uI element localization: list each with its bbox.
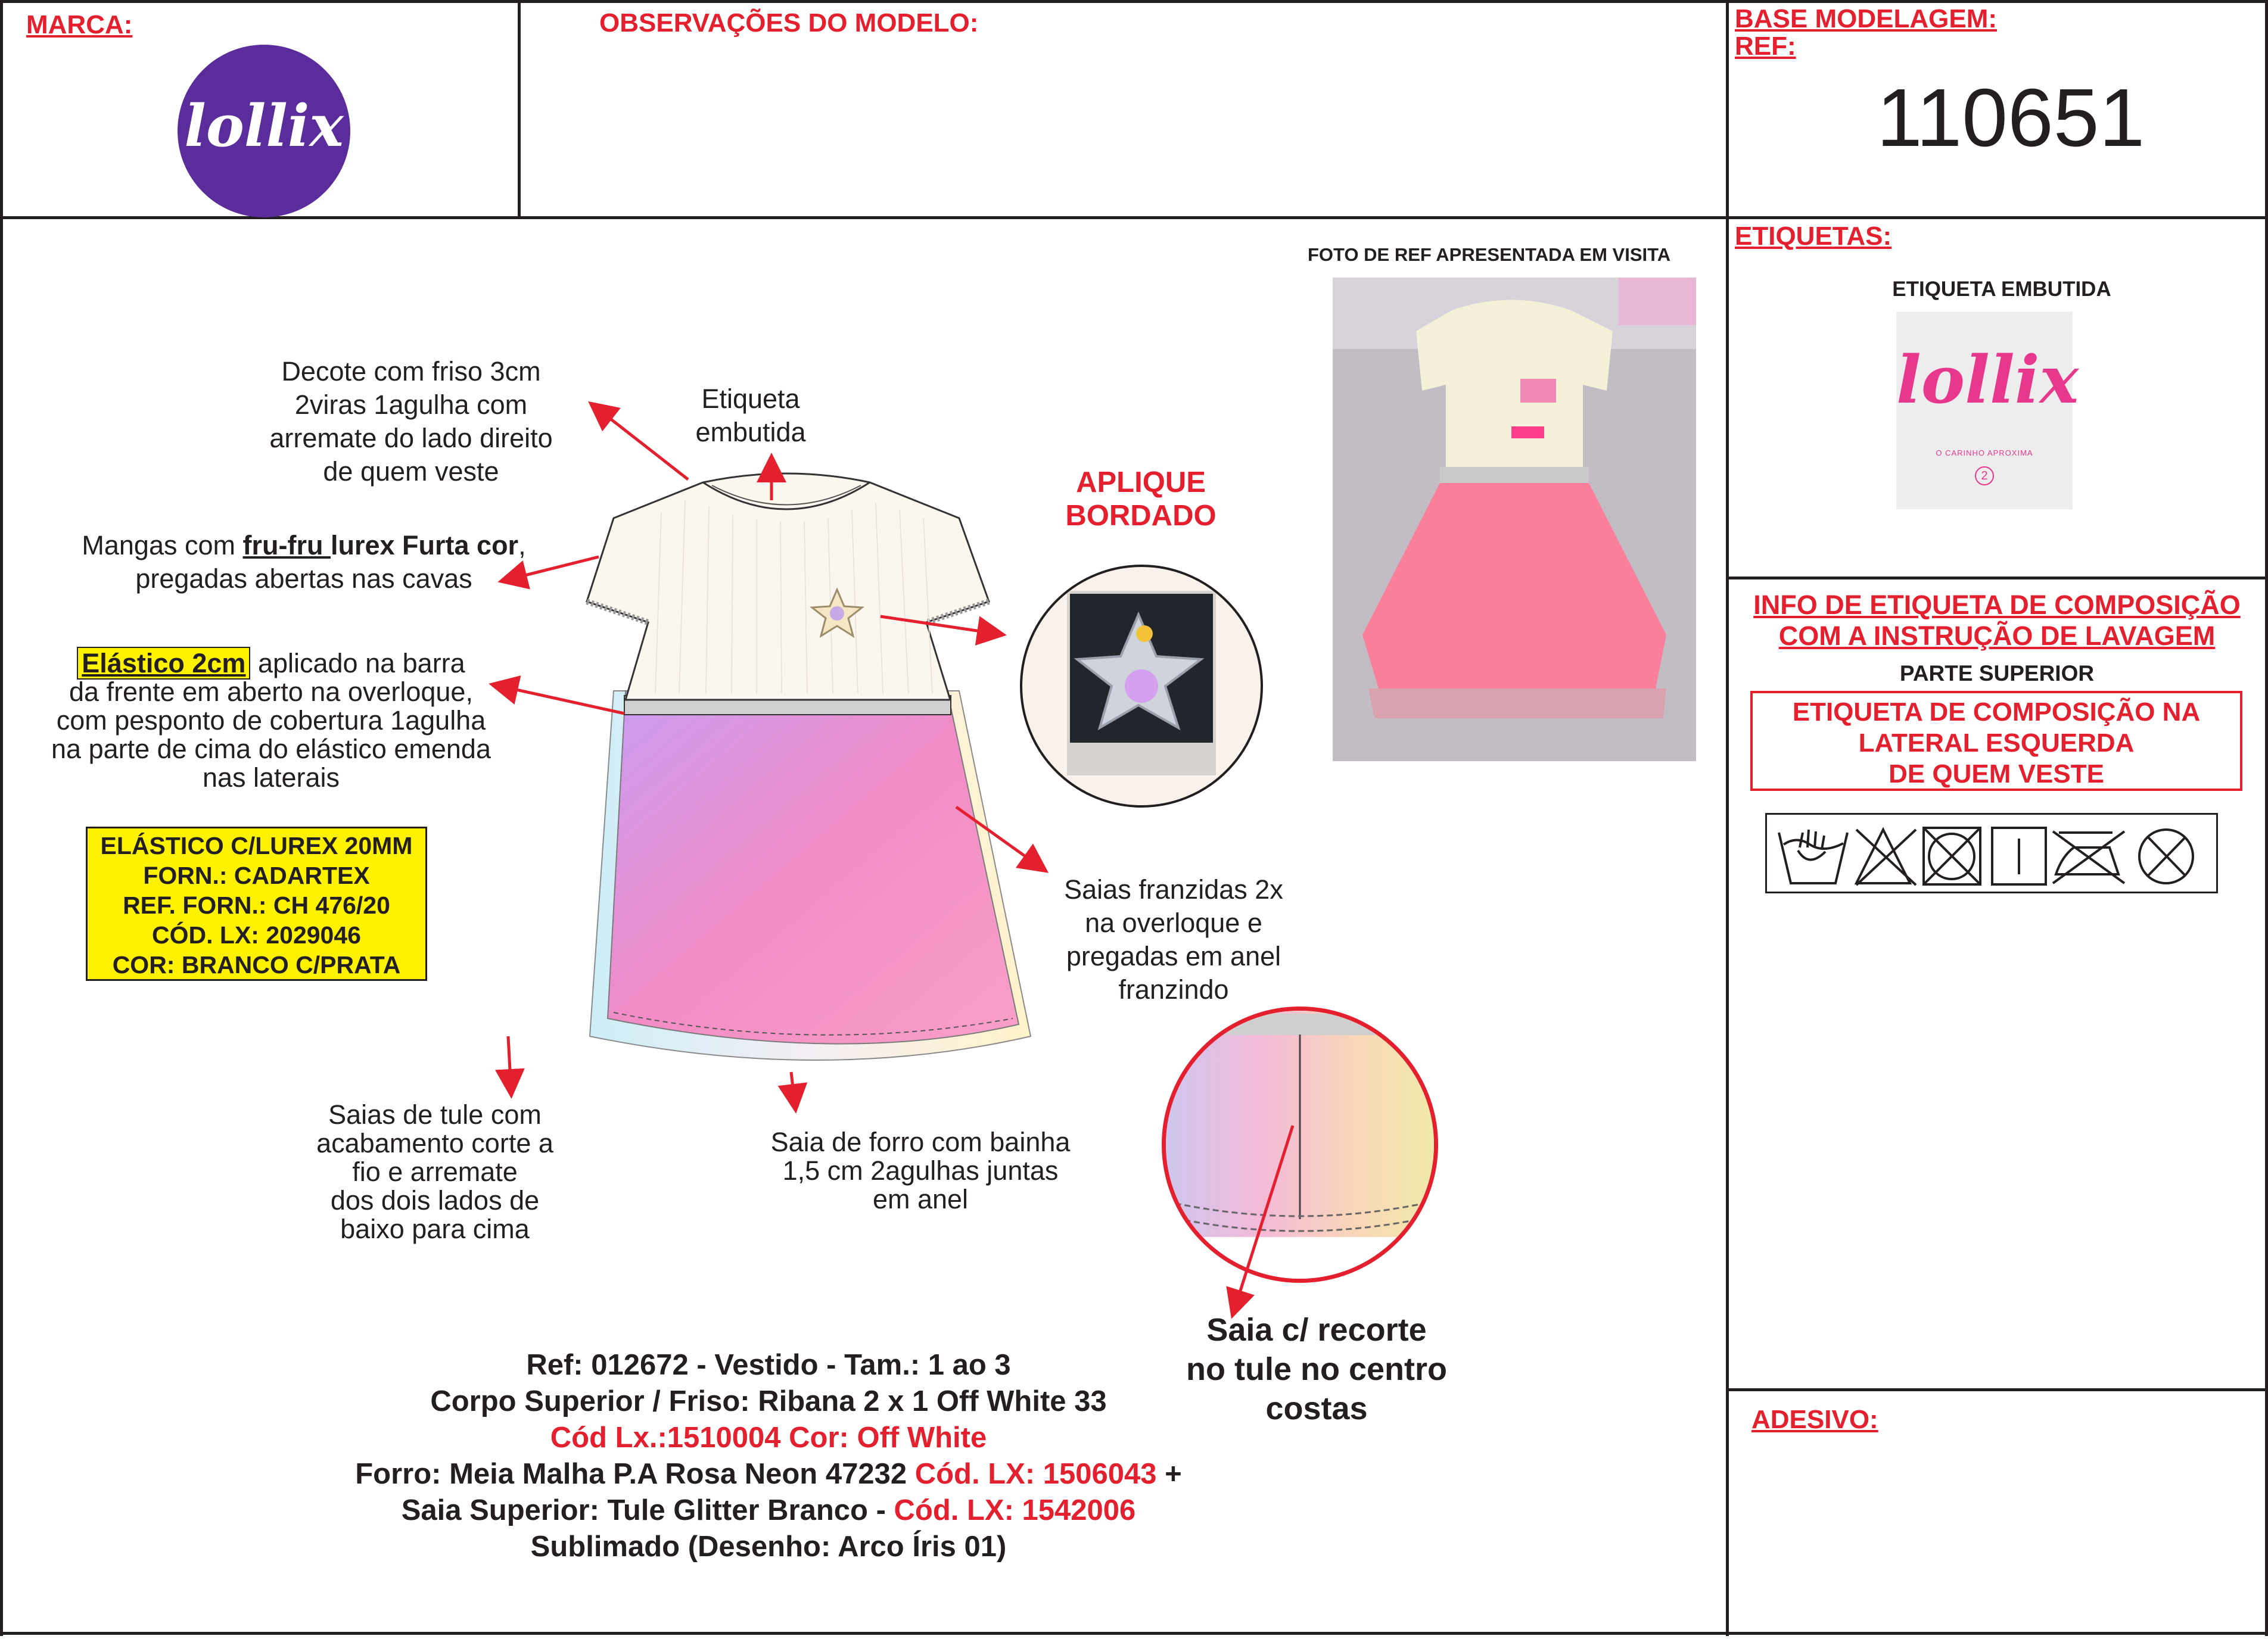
brand-label: MARCA: [26,10,133,39]
dress-drawing [506,465,1102,1120]
header-divider [0,216,2268,219]
hand-wash-icon [1779,830,1847,883]
model-notes-label: OBSERVAÇÕES DO MODELO: [599,8,979,38]
reference-photo [1333,278,1696,761]
label-tag [1896,311,2079,509]
elastic-callout: Elástico 2cm aplicado na barra da frente em aberto na overloque, com pesponto de cobertura 1agulha na parte de cima do elástico emenda nas laterais [51,648,491,793]
labels-divider [1726,577,2268,579]
brand-logo-text: lollix [184,92,344,160]
lining-skirt-callout: Saia de forro com bainha 1,5 cm 2agulhas juntas em anel [770,1127,1071,1214]
tulle-skirts-callout: Saias de tule com acabamento corte a fio e arremate dos dois lados de baixo para cima [316,1099,553,1244]
sticker-divider [1726,1388,2268,1391]
brand-logo [178,45,350,217]
tulle-cut-callout: Saia c/ recorte no tule no centro costas [1186,1312,1447,1426]
no-tumble-dry-icon [1924,828,1980,884]
spec-line-code: Cód Lx.:1510004 Cor: Off White [550,1422,987,1454]
base-modelagem-label: BASE MODELAGEM: [1735,4,1997,33]
no-dry-clean-icon [2139,830,2193,883]
tag-size: 2 [1975,466,1994,485]
elastic-spec-box: ELÁSTICO C/LUREX 20MM FORN.: CADARTEX REF. FORN.: CH 476/20 CÓD. LX: 2029046 COR: BRANCO C/PRATA [86,827,427,981]
applique-title: APLIQUE BORDADO [1065,466,1217,532]
composition-part: PARTE SUPERIOR [1899,661,2095,685]
frame-left [0,0,3,1636]
frame-bottom [0,1632,2268,1635]
line-dry-icon [1992,828,2046,884]
spec-line-lining: Forro: Meia Malha P.A Rosa Neon 47232 Cód. LX: 1506043 + [355,1458,1182,1490]
label-callout: Etiqueta embutida [695,384,806,447]
spec-block [238,1347,1299,1565]
applique-detail [1020,565,1263,808]
spec-line-body: Corpo Superior / Friso: Ribana 2 x 1 Off White 33 [430,1385,1107,1417]
photo-caption: FOTO DE REF APRESENTADA EM VISITA [1308,244,1671,265]
tag-slogan: O CARINHO APROXIMA [1936,448,2033,457]
brand-divider [518,0,521,218]
sticker-title: ADESIVO: [1751,1405,1878,1434]
spec-line-tulle: Saia Superior: Tule Glitter Branco - Cód. LX: 1542006 [401,1494,1136,1526]
embedded-label-caption: ETIQUETA EMBUTIDA [1892,278,2111,301]
care-icons-strip [1765,813,2218,893]
labels-title: ETIQUETAS: [1735,222,1892,251]
no-bleach-icon [1856,830,1916,885]
ref-number: 110651 [1877,72,2145,164]
composition-title: INFO DE ETIQUETA DE COMPOSIÇÃO COM A INSTRUÇÃO DE LAVAGEM [1753,590,2241,651]
composition-box: ETIQUETA DE COMPOSIÇÃO NA LATERAL ESQUERDA DE QUEM VESTE [1750,691,2242,791]
spec-line-print: Sublimado (Desenho: Arco Íris 01) [530,1531,1007,1563]
ref-label: REF: [1735,32,1796,61]
sleeves-callout: Mangas com fru-fru lurex Furta cor, pregadas abertas nas cavas [82,530,526,594]
spec-line-ref: Ref: 012672 - Vestido - Tam.: 1 ao 3 [526,1349,1011,1381]
tulle-cut-detail [1162,1007,1438,1283]
frame-top [0,0,2268,3]
neckline-callout: Decote com friso 3cm 2viras 1agulha com arremate do lado direito de quem veste [269,356,553,487]
low-iron-icon [2053,831,2124,883]
gathered-skirts-callout: Saias franzidas 2x na overloque e pregadas em anel franzindo [1064,874,1283,1005]
tag-logo: lollix [1896,341,2079,418]
